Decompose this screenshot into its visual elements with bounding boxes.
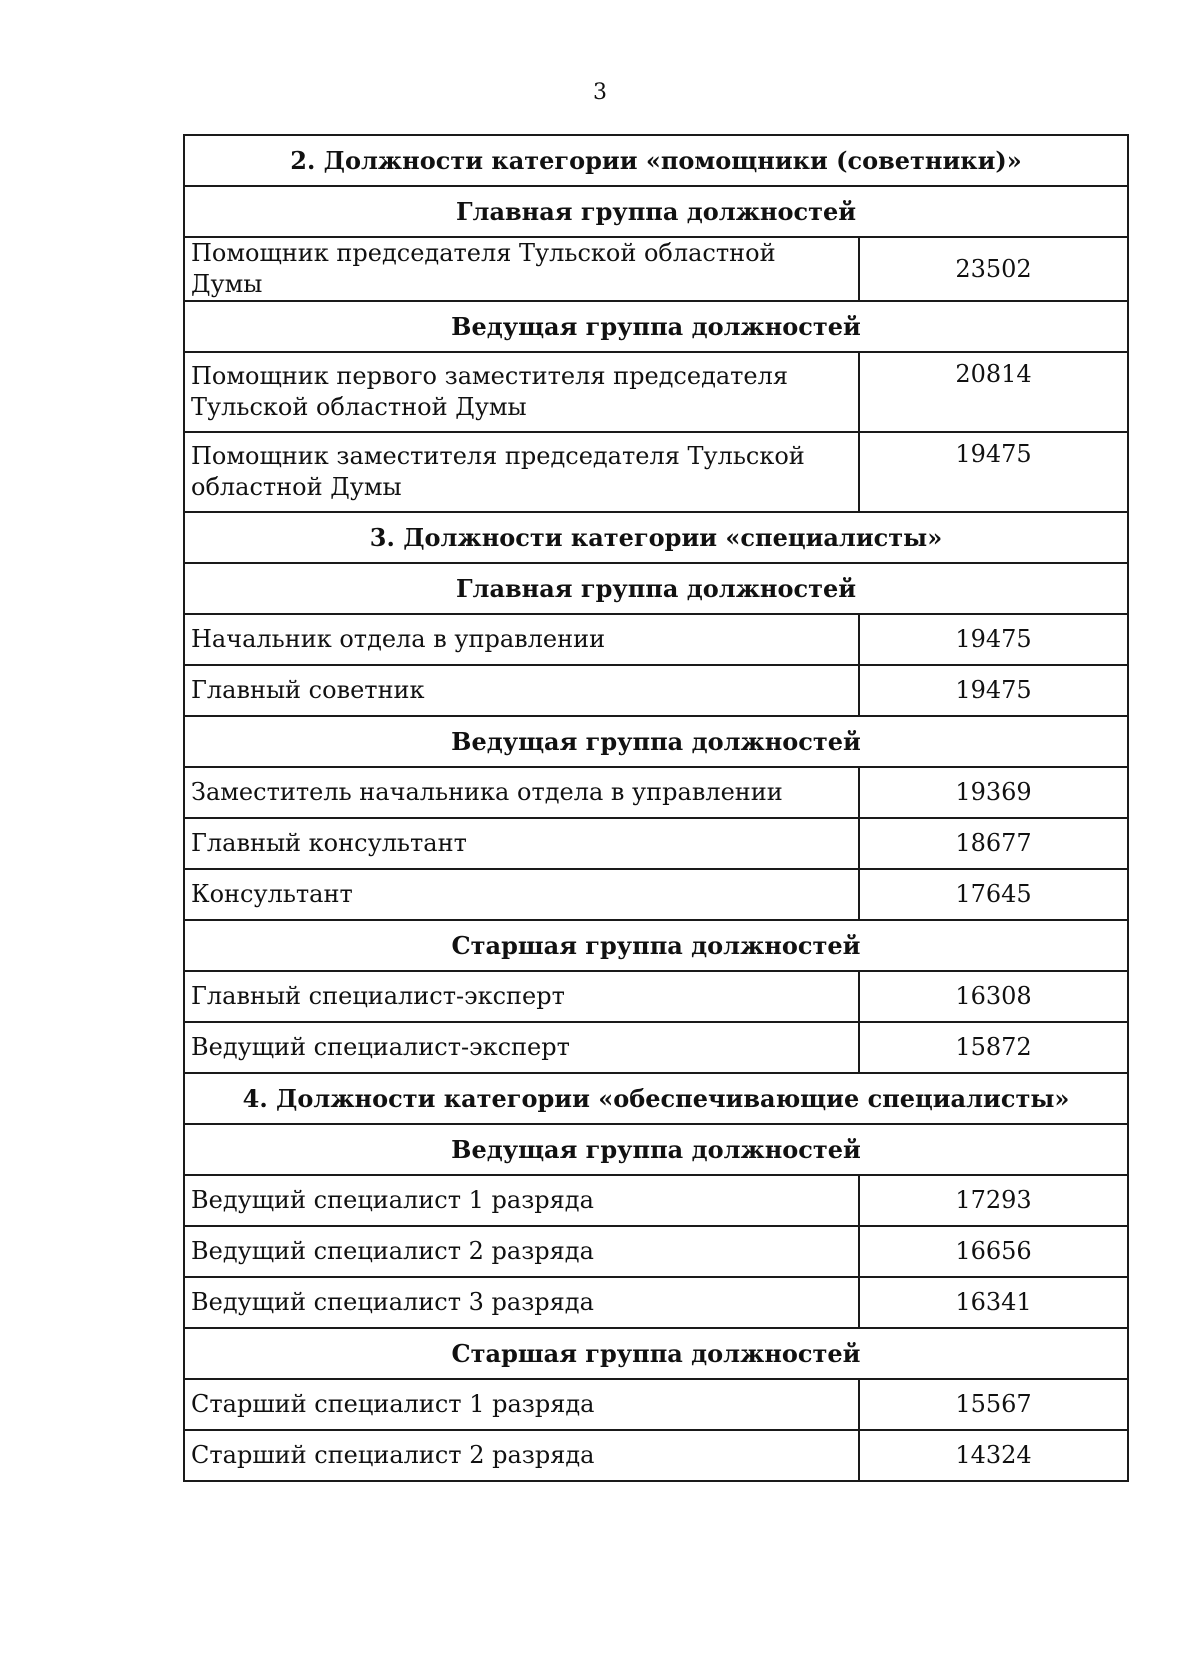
position-title: Главный консультант: [184, 818, 859, 869]
position-title: Ведущий специалист 3 разряда: [184, 1277, 859, 1328]
position-title: Помощник заместителя председателя Тульской областной Думы: [184, 432, 859, 512]
position-value: 19475: [859, 432, 1128, 512]
table-row: [184, 1430, 1128, 1481]
position-value: 16308: [859, 971, 1128, 1022]
salary-table: [183, 134, 1129, 1482]
position-value: 19475: [859, 665, 1128, 716]
table-row: [184, 1277, 1128, 1328]
position-title: Старший специалист 2 разряда: [184, 1430, 859, 1481]
position-value: 17645: [859, 869, 1128, 920]
table-row: [184, 1022, 1128, 1073]
group-heading: Главная группа должностей: [184, 563, 1128, 614]
table-row: [184, 767, 1128, 818]
group-heading: Главная группа должностей: [184, 186, 1128, 237]
position-title: Помощник председателя Тульской областной Думы: [184, 237, 859, 301]
page-number: 3: [593, 80, 607, 105]
position-title: Ведущий специалист-эксперт: [184, 1022, 859, 1073]
position-value: 17293: [859, 1175, 1128, 1226]
position-value: 14324: [859, 1430, 1128, 1481]
position-title: Ведущий специалист 1 разряда: [184, 1175, 859, 1226]
group-heading: Ведущая группа должностей: [184, 716, 1128, 767]
position-value: 16341: [859, 1277, 1128, 1328]
table-row: [184, 818, 1128, 869]
group-heading: Ведущая группа должностей: [184, 1124, 1128, 1175]
table-row: [184, 1175, 1128, 1226]
category-heading-row: [184, 1073, 1128, 1124]
position-title: Заместитель начальника отдела в управлении: [184, 767, 859, 818]
table-row: [184, 971, 1128, 1022]
group-heading-row: [184, 716, 1128, 767]
position-value: 19475: [859, 614, 1128, 665]
group-heading: Старшая группа должностей: [184, 920, 1128, 971]
table-row: [184, 869, 1128, 920]
table-row: [184, 1226, 1128, 1277]
group-heading: Ведущая группа должностей: [184, 301, 1128, 352]
position-title: Главный советник: [184, 665, 859, 716]
category-heading: 3. Должности категории «специалисты»: [184, 512, 1128, 563]
category-heading-row: [184, 512, 1128, 563]
position-title: Начальник отдела в управлении: [184, 614, 859, 665]
table-row: [184, 665, 1128, 716]
table-row: [184, 1379, 1128, 1430]
group-heading-row: [184, 186, 1128, 237]
table-row: [184, 237, 1128, 301]
position-value: 20814: [859, 352, 1128, 432]
position-title: Главный специалист-эксперт: [184, 971, 859, 1022]
category-heading-row: [184, 135, 1128, 186]
position-title: Старший специалист 1 разряда: [184, 1379, 859, 1430]
group-heading-row: [184, 563, 1128, 614]
category-heading: 4. Должности категории «обеспечивающие специалисты»: [184, 1073, 1128, 1124]
category-heading: 2. Должности категории «помощники (советники)»: [184, 135, 1128, 186]
group-heading-row: [184, 1328, 1128, 1379]
table-row: [184, 352, 1128, 432]
group-heading: Старшая группа должностей: [184, 1328, 1128, 1379]
position-title: Ведущий специалист 2 разряда: [184, 1226, 859, 1277]
position-title: Консультант: [184, 869, 859, 920]
table-row: [184, 432, 1128, 512]
group-heading-row: [184, 1124, 1128, 1175]
position-title: Помощник первого заместителя председателя Тульской областной Думы: [184, 352, 859, 432]
position-value: 23502: [859, 237, 1128, 301]
position-value: 15567: [859, 1379, 1128, 1430]
position-value: 18677: [859, 818, 1128, 869]
position-value: 15872: [859, 1022, 1128, 1073]
position-value: 19369: [859, 767, 1128, 818]
position-value: 16656: [859, 1226, 1128, 1277]
group-heading-row: [184, 301, 1128, 352]
table-row: [184, 614, 1128, 665]
group-heading-row: [184, 920, 1128, 971]
